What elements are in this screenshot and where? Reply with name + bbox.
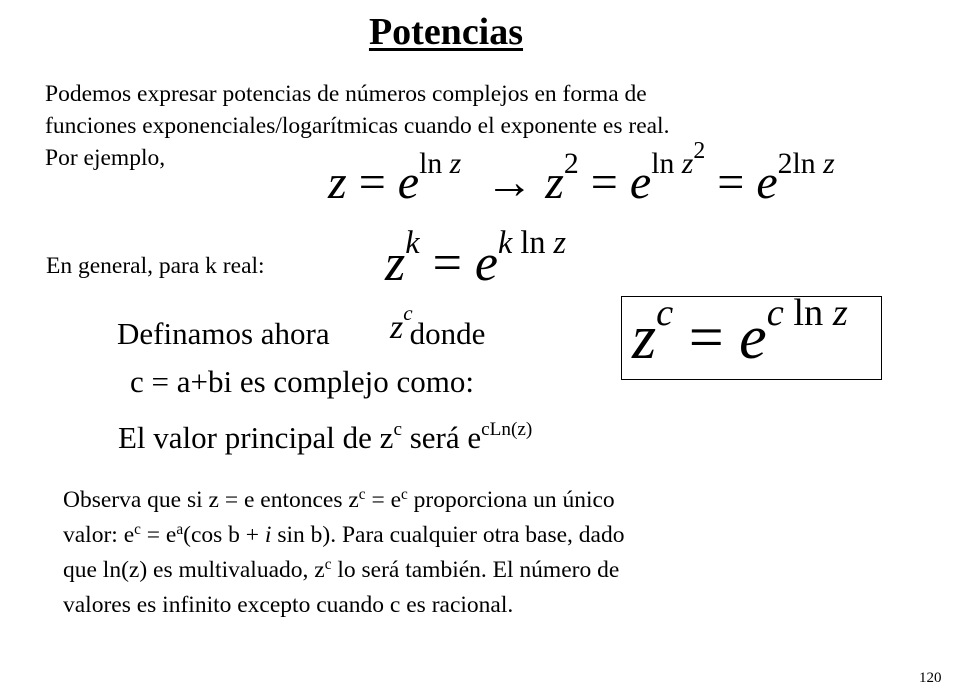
slide-title: Potencias bbox=[368, 11, 524, 53]
equation-general: $z^k = e^{k ln z}$ bbox=[385, 223, 567, 292]
observation-line-4: valores es infinito excepto cuando c es racional. bbox=[63, 592, 514, 618]
principal-value-text bbox=[118, 420, 532, 461]
define-line-1 bbox=[117, 316, 485, 352]
principal-text: El valor principal de z bbox=[118, 420, 394, 455]
define-line-2: c = a+bi es complejo como: bbox=[130, 364, 475, 399]
intro-line-3: Por ejemplo, bbox=[45, 145, 166, 171]
general-label: En general, para k real: bbox=[46, 253, 265, 279]
observation-line-3: que ln(z) es multivaluado, $z^c$ lo será también. El número de bbox=[63, 555, 620, 583]
equation-zc: $z^c$ bbox=[390, 301, 413, 346]
principal-mid: será e bbox=[401, 420, 482, 455]
equation-example: $z = e^{ln z} \to z^2 = e^{ln z^2} = e^{2ln z}$ bbox=[328, 138, 835, 209]
observation-line-2: valor: $e^c = e^a(\cos$ b + i sin b). Para cualquier otra base, dado bbox=[63, 520, 625, 548]
equation-complex-power: $z^c = e^{c ln z}$ bbox=[632, 292, 848, 372]
observation-line-1: Observa que si z = e entonces $z^c = e^c$ proporciona un único bbox=[63, 485, 615, 513]
observation-paragraph bbox=[63, 484, 863, 621]
intro-line-1: Podemos expresar potencias de números complejos en forma de bbox=[45, 81, 647, 107]
page-number: 120 bbox=[919, 670, 942, 686]
intro-line-2: funciones exponenciales/logarítmicas cuando el exponente es real. bbox=[45, 113, 670, 139]
principal-sup-c: c bbox=[393, 418, 402, 440]
principal-exponent: cLn(z) bbox=[481, 418, 533, 440]
define-line-1-start: Definamos ahora bbox=[117, 316, 330, 351]
define-line-1-end: donde bbox=[409, 316, 486, 351]
